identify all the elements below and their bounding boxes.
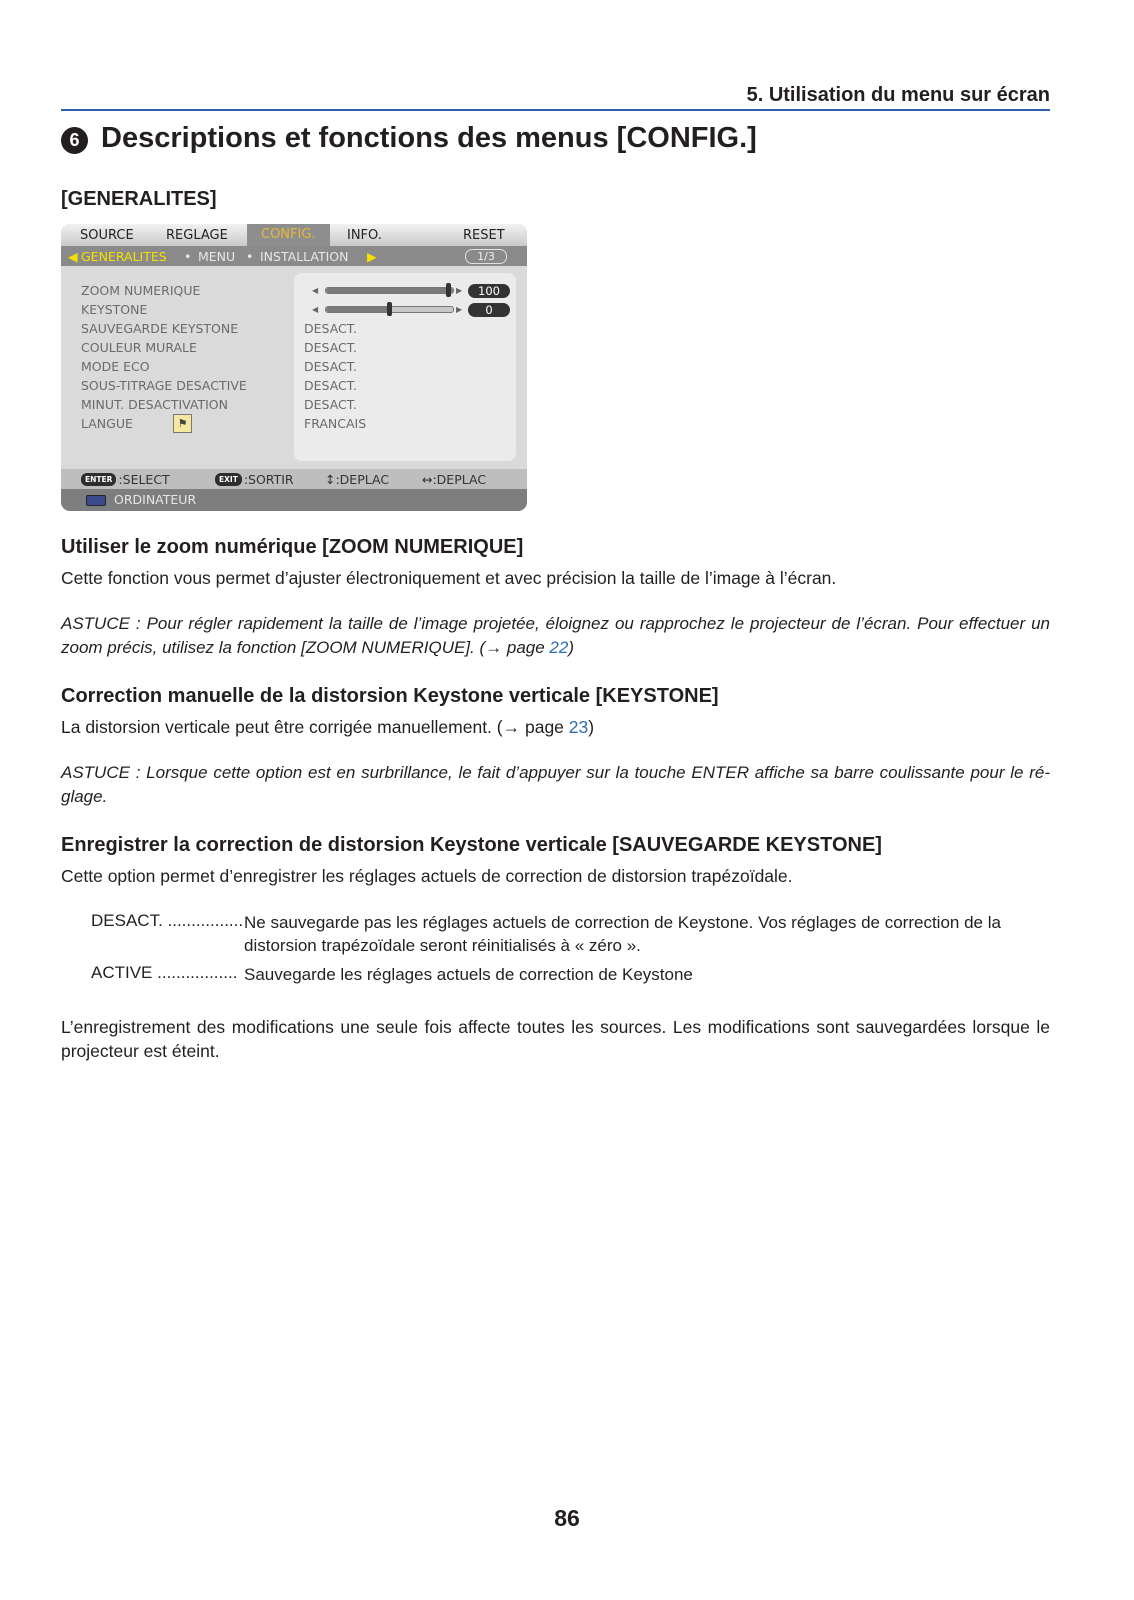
osd-bullet-icon: • [184, 249, 192, 264]
save-keystone-note: L’enregistrement des modifications une seule fois affecte toutes les sources. Les modifications sont sauvegardées lorsque le projecteur est éteint. [61, 1017, 1050, 1061]
osd-row-value: DESACT. [304, 378, 357, 393]
osd-footer-exit-label: :SORTIR [243, 472, 294, 487]
osd-row-value: DESACT. [304, 340, 357, 355]
zoom-value: 100 [468, 284, 510, 298]
chapter-title-block [61, 122, 757, 155]
osd-row-value: DESACT. [304, 321, 357, 336]
osd-row-value: FRANCAIS [304, 416, 367, 431]
osd-menu-screenshot [61, 224, 527, 511]
zoom-slider-fill [326, 288, 453, 293]
save-keystone-heading: Enregistrer la correction de distorsion Keystone verticale [SAUVEGARDE KEYSTONE] [61, 834, 882, 856]
keystone-slider-thumb[interactable] [387, 302, 392, 316]
page-link[interactable]: 23 [568, 717, 589, 737]
definition-desc: Ne sauvegarde pas les réglages actuels de correction de Keystone. Vos réglages de correction de la distorsion trapézoïdale seront réinitialisés à « zéro ». [244, 913, 1001, 955]
osd-status-bar [61, 489, 527, 511]
enter-key-icon: ENTER [81, 473, 116, 486]
slider-right-arrow-icon: ▶ [456, 305, 463, 314]
osd-right-arrow-icon: ▶ [367, 249, 377, 264]
osd-subtab-bar [61, 246, 527, 266]
keystone-text: La distorsion verticale peut être corrigée manuellement. (→ page [61, 717, 569, 737]
save-keystone-paragraph: Cette option permet d’enregistrer les réglages actuels de correction de distorsion trapézoïdale. [61, 866, 793, 886]
definition-term: ACTIVE ................. [91, 963, 238, 982]
zoom-heading: Utiliser le zoom numérique [ZOOM NUMERIQUE] [61, 536, 524, 558]
chapter-title: Descriptions et fonctions des menus [CONFIG.] [101, 122, 757, 154]
zoom-slider-thumb[interactable] [446, 283, 451, 297]
definition-desc: Sauvegarde les réglages actuels de correction de Keystone [244, 965, 693, 984]
osd-tab-info[interactable]: INFO. [347, 228, 382, 243]
slider-left-arrow-icon: ◀ [312, 305, 319, 314]
osd-row-label[interactable]: KEYSTONE [81, 302, 148, 317]
osd-tab-bar [61, 224, 527, 246]
osd-tab-reglage[interactable]: REGLAGE [166, 228, 228, 243]
osd-bullet-icon: • [246, 249, 254, 264]
keystone-slider-fill [326, 307, 390, 312]
osd-subtab-menu[interactable]: MENU [198, 249, 236, 264]
osd-row-label[interactable]: LANGUE [81, 416, 133, 431]
computer-input-icon [86, 495, 106, 506]
page-link[interactable]: 22 [549, 638, 569, 657]
osd-row-label[interactable]: MINUT. DESACTIVATION [81, 397, 228, 412]
osd-footer-updown: ↕:DEPLAC [325, 472, 390, 487]
zoom-paragraph: Cette fonction vous permet d’ajuster électroniquement et avec précision la taille de l’image à l’écran. [61, 568, 837, 588]
osd-row-label[interactable]: MODE ECO [81, 359, 150, 374]
osd-row-label[interactable]: ZOOM NUMERIQUE [81, 283, 201, 298]
zoom-tip-text: ASTUCE : Pour régler rapidement la taille de l’image projetée, éloignez ou rapprochez le projecteur de l’écran. Pour effectuer un zoom précis, utilisez la fonction [ZOOM NUMERIQUE]. (→ page [61, 614, 1050, 657]
running-title: 5. Utilisation du menu sur écran [746, 84, 1050, 106]
exit-key-icon: EXIT [215, 473, 242, 486]
slider-left-arrow-icon: ◀ [312, 286, 319, 295]
slider-right-arrow-icon: ▶ [456, 286, 463, 295]
chapter-number-badge: 6 [61, 127, 88, 154]
keystone-value: 0 [468, 303, 510, 317]
keystone-slider[interactable] [325, 306, 454, 313]
osd-footer [61, 469, 527, 489]
zoom-tip [61, 612, 1050, 660]
osd-row-label[interactable]: SAUVEGARDE KEYSTONE [81, 321, 239, 336]
osd-footer-leftright: ↔:DEPLAC [422, 472, 487, 487]
zoom-tip-end: ) [568, 638, 575, 657]
keystone-tip: ASTUCE : Lorsque cette option est en surbrillance, le fait d’appuyer sur la touche ENTER affiche sa barre coulissante pour le ré-glage. [61, 763, 1050, 806]
keystone-heading: Correction manuelle de la distorsion Keystone verticale [KEYSTONE] [61, 685, 719, 707]
section-heading: [GENERALITES] [61, 188, 217, 210]
osd-subtab-generalites[interactable]: GENERALITES [81, 249, 167, 264]
osd-tab-config[interactable]: CONFIG. [247, 224, 330, 246]
osd-page-indicator: 1/3 [465, 249, 507, 264]
keystone-text-end: ) [588, 717, 595, 737]
language-icon: ⚑ [173, 414, 192, 433]
osd-tab-source[interactable]: SOURCE [80, 228, 134, 243]
header-rule [61, 109, 1050, 111]
osd-left-arrow-icon: ◀ [68, 249, 78, 264]
osd-subtab-installation[interactable]: INSTALLATION [260, 249, 349, 264]
osd-source-name: ORDINATEUR [114, 492, 197, 507]
osd-footer-exit [215, 472, 294, 487]
zoom-slider[interactable] [325, 287, 454, 294]
keystone-paragraph [61, 715, 1050, 739]
osd-row-value: DESACT. [304, 359, 357, 374]
page-number: 86 [554, 1505, 580, 1531]
osd-row-value: DESACT. [304, 397, 357, 412]
osd-footer-select-label: :SELECT [118, 472, 170, 487]
osd-body [61, 266, 527, 469]
osd-row-label[interactable]: SOUS-TITRAGE DESACTIVE [81, 378, 247, 393]
definition-term: DESACT. ................ [91, 911, 244, 930]
osd-footer-select [81, 472, 170, 487]
osd-tab-reset[interactable]: RESET [463, 228, 505, 243]
osd-row-label[interactable]: COULEUR MURALE [81, 340, 197, 355]
